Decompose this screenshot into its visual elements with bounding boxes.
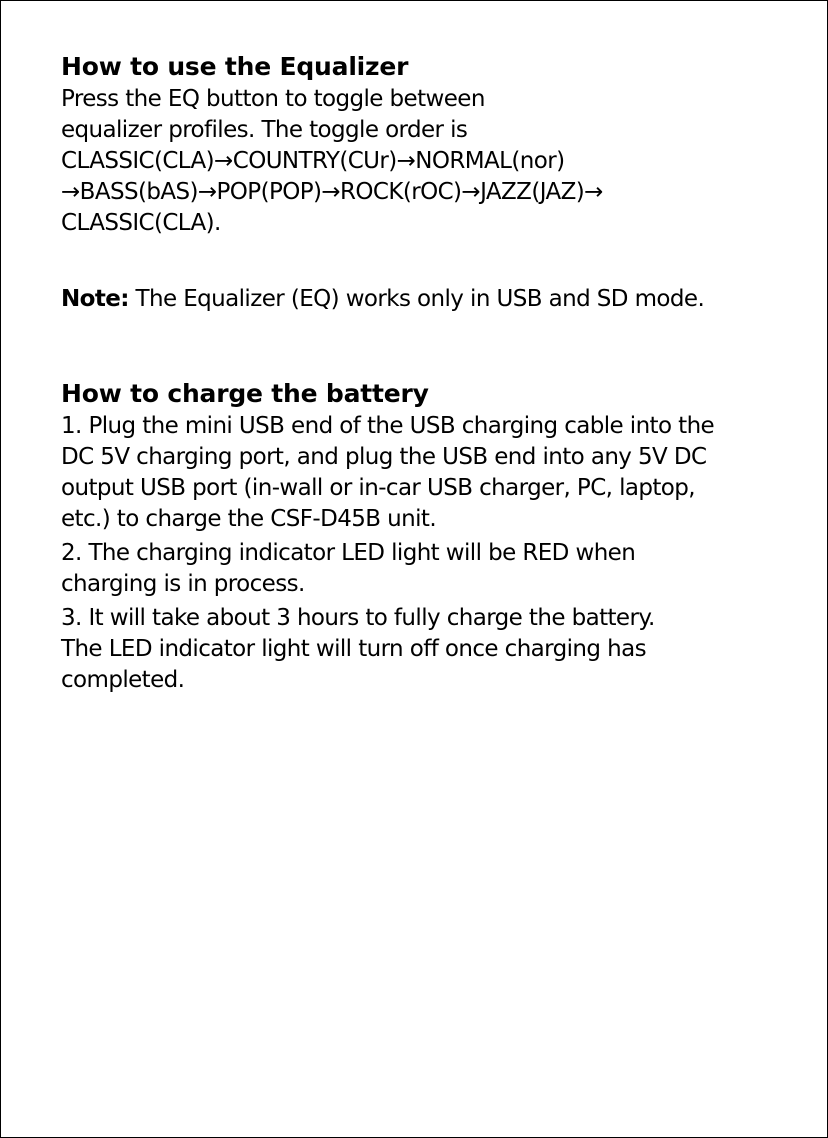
- step-line: 2. The charging indicator LED light will be RED when: [61, 540, 636, 566]
- charging-step-2: [61, 538, 801, 600]
- equalizer-line: equalizer profiles. The toggle order is: [61, 117, 468, 143]
- equalizer-line: CLASSIC(CLA)→COUNTRY(CUr)→NORMAL(nor): [61, 148, 565, 174]
- step-line: 1. Plug the mini USB end of the USB charging cable into the: [61, 413, 715, 439]
- step-line: completed.: [61, 667, 185, 693]
- note-text: The Equalizer (EQ) works only in USB and SD mode.: [128, 286, 705, 312]
- step-line: output USB port (in-wall or in-car USB charger, PC, laptop,: [61, 475, 695, 501]
- page-content: [61, 50, 801, 699]
- charging-step-1: [61, 411, 801, 535]
- step-line: 3. It will take about 3 hours to fully charge the battery.: [61, 605, 655, 631]
- note-label: Note:: [61, 286, 129, 312]
- equalizer-note: [61, 284, 801, 315]
- charging-section: [61, 377, 801, 696]
- equalizer-line: →BASS(bAS)→POP(POP)→ROCK(rOC)→JAZZ(JAZ)→: [61, 179, 603, 205]
- equalizer-section: [61, 50, 801, 239]
- step-line: charging is in process.: [61, 571, 305, 597]
- step-line: DC 5V charging port, and plug the USB end into any 5V DC: [61, 444, 707, 470]
- equalizer-heading: How to use the Equalizer: [61, 52, 409, 81]
- step-line: The LED indicator light will turn off once charging has: [61, 636, 646, 662]
- charging-heading: How to charge the battery: [61, 379, 429, 408]
- equalizer-body: [61, 84, 801, 239]
- equalizer-line: Press the EQ button to toggle between: [61, 86, 485, 112]
- equalizer-line: CLASSIC(CLA).: [61, 210, 221, 236]
- charging-step-3: [61, 603, 801, 696]
- step-line: etc.) to charge the CSF-D45B unit.: [61, 506, 437, 532]
